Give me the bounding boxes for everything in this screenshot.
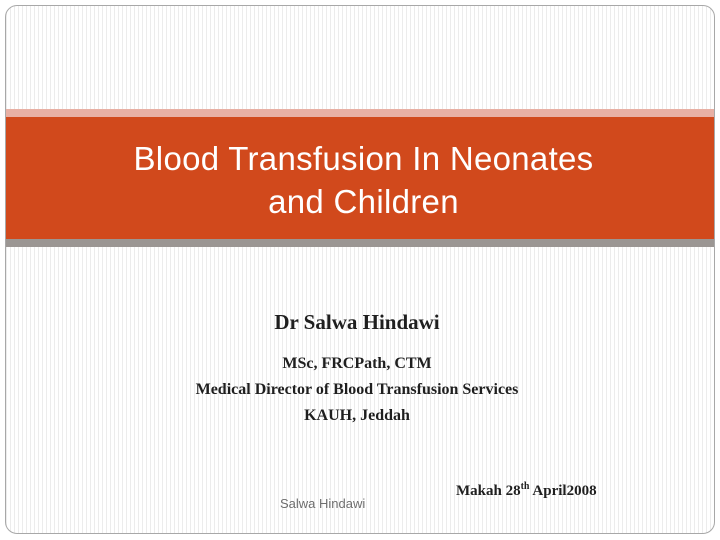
- title-band-bottom-stripe: [6, 239, 714, 247]
- title-band: [6, 117, 714, 239]
- footer-presenter: Salwa Hindawi: [280, 496, 366, 511]
- slide-title: [6, 137, 715, 223]
- credentials-institution: KAUH, Jeddah: [304, 407, 410, 424]
- credentials-degrees: MSc, FRCPath, CTM: [282, 355, 432, 372]
- slide-title-line-1: Blood Transfusion In Neonates: [133, 140, 594, 177]
- footer-date: [456, 483, 597, 500]
- slide-title-line-2: and Children: [268, 183, 459, 220]
- title-band-top-stripe: [6, 109, 714, 117]
- footer-date-main: Makah 28: [456, 483, 521, 499]
- credentials-position: Medical Director of Blood Transfusion Services: [195, 381, 519, 398]
- author-name: Dr Salwa Hindawi: [274, 310, 440, 334]
- author-credentials: [0, 351, 714, 429]
- footer-date-suffix: th: [520, 481, 530, 492]
- slide: [5, 5, 715, 534]
- footer-date-rest: April2008: [529, 483, 597, 499]
